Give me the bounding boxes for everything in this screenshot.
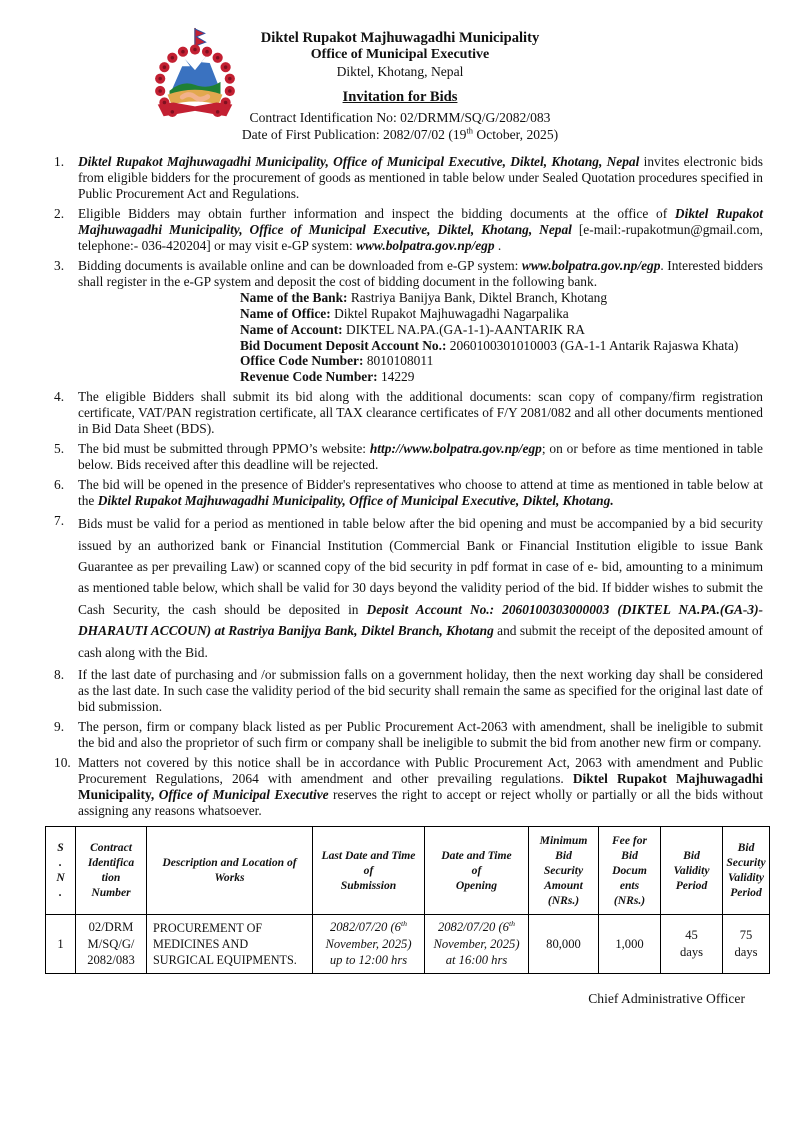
- office-name-line: Name of Office: Diktel Rupakot Majhuwagadhi Nagarpalika: [240, 305, 569, 321]
- item-text: Matters not covered by this notice shall be in accordance with Public Procurement Act, 2063 with amendment and Public Procurement Regulations, 2064 with amendment and other prevailing regulations. Diktel Rupakot Majhuwagadhi Municipality, Office of Municipal Executive reserves the right to accept or reject wholly or partially or all the bids without assigning any reasons whatsoever.: [78, 754, 764, 818]
- cell-description: PROCUREMENT OF MEDICINES AND SURGICAL EQUIPMENTS.: [147, 915, 313, 974]
- list-item-10: [46, 755, 763, 819]
- item-number: 1.: [54, 154, 65, 170]
- item-text: The eligible Bidders shall submit its bid along with the additional documents: scan copy of company/firm registration certificate, VAT/PAN registration certificate, all TAX clearance certificates of F/Y 2081/082 and all other documents mentioned in Bid Data Sheet (BDS).: [78, 389, 763, 437]
- organization-name: Diktel Rupakot Majhuwagadhi Municipality: [260, 30, 540, 46]
- account-name-line: Name of Account: DIKTEL NA.PA.(GA-1-1)-AANTARIK RA: [240, 321, 585, 337]
- item-number: 2.: [54, 205, 65, 221]
- bank-name-line: Name of the Bank: Rastriya Banijya Bank, Diktel Branch, Khotang: [240, 289, 608, 305]
- list-item-9: [46, 719, 763, 751]
- item-text: Eligible Bidders may obtain further information and inspect the bidding documents at the office of Diktel Rupakot Majhuwagadhi Municipality, Office of Municipal Executive, Diktel, Khotang, Nepal [e-mail:-rupakotmun@gmail.com, telephone:- 036-420204] or may visit e-GP system: www.bolpatra.gov.np/egp .: [78, 205, 764, 253]
- item-text: [78, 258, 763, 386]
- list-item-8: [46, 667, 763, 715]
- contract-identification-line: Contract Identification No: 02/DRMM/SQ/G/2082/083: [249, 109, 551, 125]
- document-header: [0, 0, 800, 143]
- municipality-emblem-icon: [142, 26, 248, 128]
- header-text-block: [0, 30, 800, 143]
- deposit-account-line: Bid Document Deposit Account No.: 2060100301010003 (GA-1-1 Antarik Rajaswa Khata): [240, 337, 739, 353]
- item-text: If the last date of purchasing and /or submission falls on a government holiday, then the next working day shall be considered as the last date. In such case the validity period of the bid security shall remain the same as specified for the original last date of bid submission.: [78, 667, 763, 715]
- col-header-sn: S . N .: [46, 826, 76, 914]
- signature-title: Chief Administrative Officer: [588, 990, 745, 1006]
- cell-document-fee: 1,000: [599, 915, 661, 974]
- item-text: The person, firm or company black listed as per Public Procurement Act-2063 with amendment, shall be ineligible to submit the bid and also the proprietor of such firm or company shall be ineligible to submit the bid from another new firm or company.: [78, 718, 763, 750]
- item-text: The bid must be submitted through PPMO’s website: http://www.bolpatra.gov.np/egp; on or before as time mentioned in table below. Bids received after this deadline will be rejected.: [78, 441, 763, 473]
- cell-sn: 1: [46, 915, 76, 974]
- list-item-7: [46, 513, 763, 663]
- list-item-4: [46, 389, 763, 437]
- revenue-code-line: Revenue Code Number: 14229: [240, 369, 415, 385]
- col-header-opening: Date and Time of Opening: [425, 826, 529, 914]
- item-text: Bids must be valid for a period as mentioned in table below after the bid opening and must be accompanied by a bid security issued by an authorized bank or Financial Institution (Commercial Bank or Financial Institution eligible to issue Bank Guarantee as per prevailing Law) or scanned copy of the bid security in pdf format in case of e- bid, amounting to a minimum as mentioned table below, which shall be valid for 30 days beyond the validity period of the bid. If bidder wishes to submit the Cash Security, the cash should be deposited in Deposit Account No.: 2060100303000003 (DIKTEL NA.PA.(GA-3)-DHARAUTI ACCOUN) at Rastriya Banijya Bank, Diktel Branch, Khotang and submit the receipt of the deposited amount of cash along with the Bid.: [78, 516, 764, 660]
- col-header-contract-number: Contract Identifica tion Number: [76, 826, 147, 914]
- bid-details-table: [45, 826, 770, 974]
- list-item-3: [46, 258, 763, 386]
- item-text: Diktel Rupakot Majhuwagadhi Municipality, Office of Municipal Executive, Diktel, Khotang, Nepal invites electronic bids from eligible bidders for the procurement of goods as mentioned in table below under Sealed Quotation procedures specified in Public Procurement Act and Regulations.: [78, 154, 763, 201]
- table-header-row: [46, 826, 770, 914]
- list-item-1: [46, 154, 763, 202]
- item-paragraph: Bidding documents is available online and can be downloaded from e-GP system: www.bolpatra.gov.np/egp. Interested bidders shall register in the e-GP system and deposit the cost of bidding document in the following bank.: [78, 257, 763, 289]
- col-header-description: Description and Location of Works: [147, 826, 313, 914]
- table-row: [46, 915, 770, 974]
- col-header-security-validity: Bid Security Validity Period: [723, 826, 770, 914]
- nepal-flag-icon: [195, 29, 206, 46]
- col-header-document-fee: Fee for Bid Docum ents (NRs.): [599, 826, 661, 914]
- office-code-line: Office Code Number: 8010108011: [240, 353, 434, 369]
- item-number: 3.: [54, 257, 65, 273]
- item-number: 7.: [54, 513, 65, 529]
- notice-items: [0, 143, 800, 819]
- cell-bid-security-amount: 80,000: [529, 915, 599, 974]
- cell-bid-validity-period: 45 days: [661, 915, 723, 974]
- list-item-2: [46, 206, 763, 254]
- item-number: 4.: [54, 389, 65, 405]
- document-title: Invitation for Bids: [342, 88, 458, 105]
- cell-opening-datetime: 2082/07/20 (6th November, 2025) at 16:00 hrs: [425, 915, 529, 974]
- item-text: The bid will be opened in the presence of Bidder's representatives who choose to attend at time as mentioned in table below at the Diktel Rupakot Majhuwagadhi Municipality, Office of Municipal Executive, Diktel, Khotang.: [78, 477, 763, 509]
- list-item-5: [46, 441, 763, 473]
- col-header-bid-validity: Bid Validity Period: [661, 826, 723, 914]
- cell-submission-datetime: 2082/07/20 (6th November, 2025) up to 12:00 hrs: [313, 915, 425, 974]
- item-number: 9.: [54, 718, 65, 734]
- col-header-submission: Last Date and Time of Submission: [313, 826, 425, 914]
- bank-details-block: [240, 290, 763, 386]
- cell-security-validity-period: 75 days: [723, 915, 770, 974]
- col-header-bid-security-amount: Minimum Bid Security Amount (NRs.): [529, 826, 599, 914]
- office-name: Office of Municipal Executive: [310, 47, 490, 63]
- item-number: 6.: [54, 477, 65, 493]
- item-number: 10.: [54, 754, 71, 770]
- item-number: 8.: [54, 667, 65, 683]
- item-number: 5.: [54, 441, 65, 457]
- cell-contract-number: 02/DRM M/SQ/G/ 2082/083: [76, 915, 147, 974]
- list-item-6: [46, 477, 763, 509]
- publication-date-line: Date of First Publication: 2082/07/02 (19th October, 2025): [241, 125, 559, 143]
- location-line: Diktel, Khotang, Nepal: [336, 63, 464, 79]
